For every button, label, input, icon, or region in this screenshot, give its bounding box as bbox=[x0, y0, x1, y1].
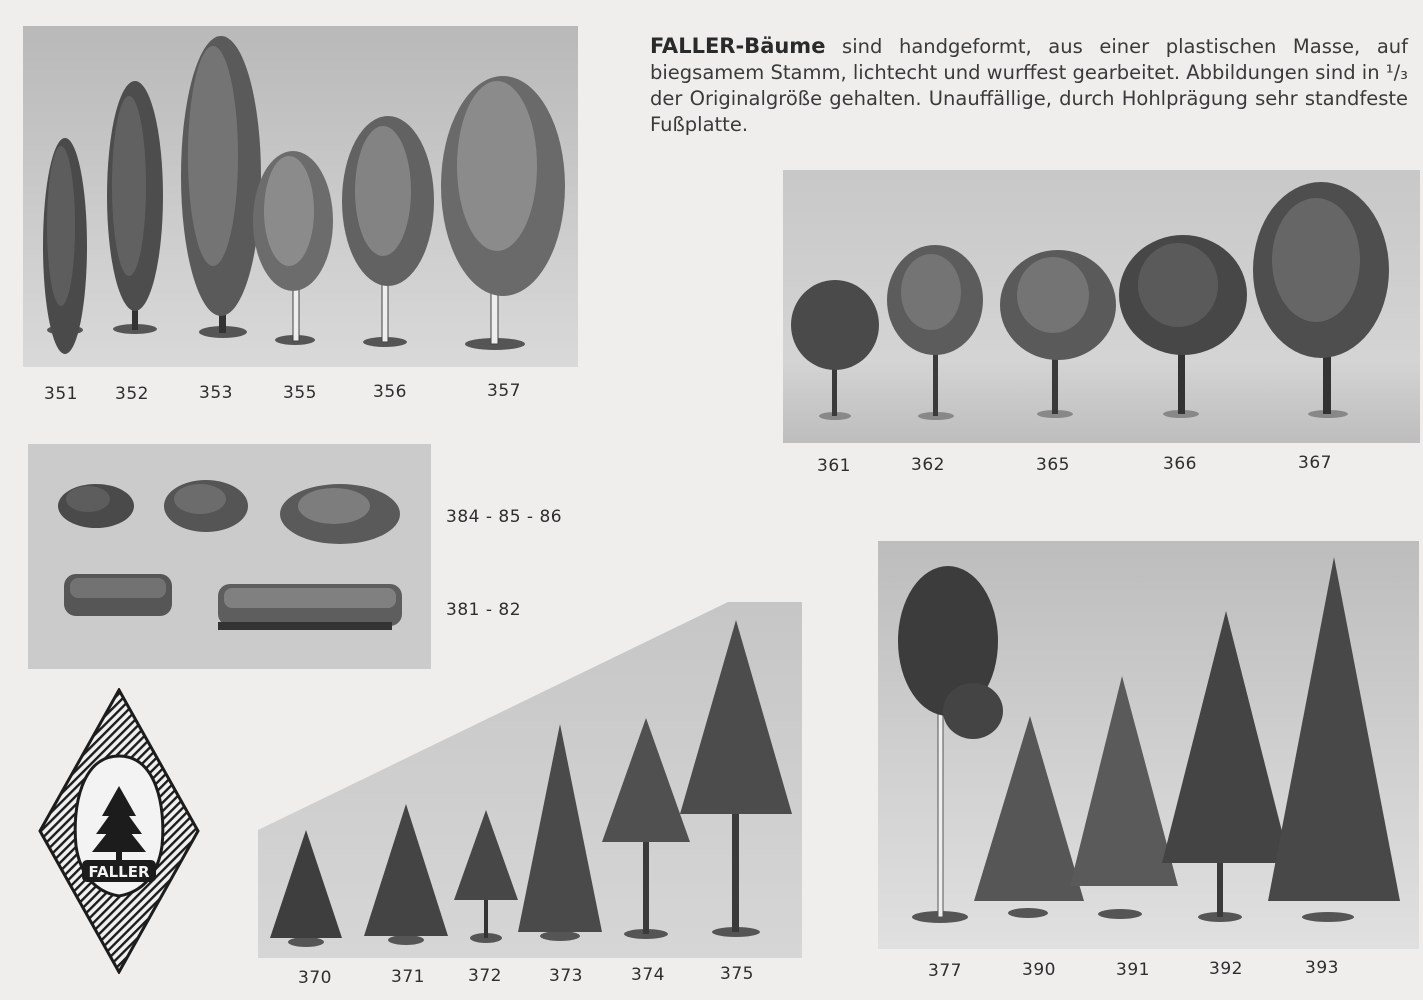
item-number: 393 bbox=[1305, 958, 1339, 978]
item-number: 374 bbox=[631, 965, 665, 985]
item-number: 353 bbox=[199, 383, 233, 403]
photo-poplars-birches bbox=[23, 26, 578, 367]
item-number: 361 bbox=[817, 456, 851, 476]
photo-deciduous-trees bbox=[783, 170, 1420, 443]
faller-logo bbox=[38, 688, 200, 974]
logo-text: FALLER bbox=[88, 863, 150, 881]
intro-paragraph bbox=[650, 33, 1408, 138]
item-number: 366 bbox=[1163, 454, 1197, 474]
photo-pine-spruces bbox=[878, 541, 1419, 949]
item-number: 351 bbox=[44, 384, 78, 404]
bushes-lower-label: 381 - 82 bbox=[446, 600, 522, 620]
item-number: 356 bbox=[373, 382, 407, 402]
item-number: 365 bbox=[1036, 455, 1070, 475]
item-number: 357 bbox=[487, 381, 521, 401]
item-number: 375 bbox=[720, 964, 754, 984]
item-number: 391 bbox=[1116, 960, 1150, 980]
item-number: 392 bbox=[1209, 959, 1243, 979]
brand-heading: FALLER-Bäume bbox=[650, 34, 826, 58]
item-number: 377 bbox=[928, 961, 962, 981]
item-number: 352 bbox=[115, 384, 149, 404]
item-number: 370 bbox=[298, 968, 332, 988]
item-number: 373 bbox=[549, 966, 583, 986]
bushes-upper-label: 384 - 85 - 86 bbox=[446, 507, 563, 527]
item-number: 372 bbox=[468, 966, 502, 986]
item-number: 390 bbox=[1022, 960, 1056, 980]
photo-fir-trees bbox=[258, 602, 802, 958]
intro-text: sind handgeformt, aus einer plastischen Masse, auf biegsamem Stamm, lichtecht und wurffest gearbeitet. Abbildungen sind in ¹/₃ der Originalgröße gehalten. Unauffällige, durch Hohlprägung sehr standfeste Fußplatte. bbox=[650, 35, 1408, 136]
item-number: 371 bbox=[391, 967, 425, 987]
item-number: 362 bbox=[911, 455, 945, 475]
item-number: 355 bbox=[283, 383, 317, 403]
item-number: 367 bbox=[1298, 453, 1332, 473]
